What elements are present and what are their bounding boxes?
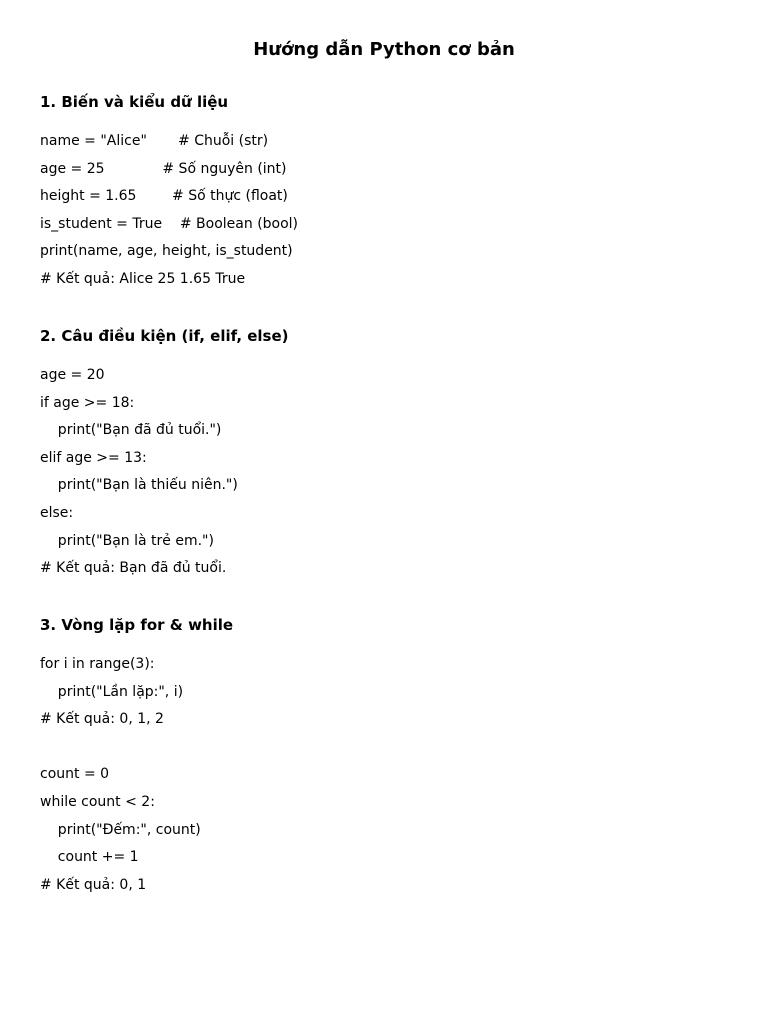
code-line: print("Bạn là thiếu niên.") [40, 477, 238, 494]
code-line: for i in range(3): [40, 656, 155, 672]
code-line: print("Bạn là trẻ em.") [40, 532, 214, 549]
code-line: # Kết quả: 0, 1, 2 [40, 711, 164, 728]
code-line: while count < 2: [40, 793, 155, 810]
code-line: elif age >= 13: [40, 449, 147, 466]
code-line: print("Lần lặp:", i) [40, 683, 184, 700]
code-line: print("Bạn đã đủ tuổi.") [40, 422, 222, 439]
blank-line [40, 734, 740, 762]
code-line: print(name, age, height, is_student) [40, 243, 293, 260]
code-line: count = 0 [40, 766, 110, 783]
code-line: if age >= 18: [40, 394, 135, 411]
code-line: # Kết quả: 0, 1 [40, 876, 147, 893]
code-line: age = 20 [40, 367, 105, 383]
code-line: height = 1.65 # Số thực (float) [40, 188, 288, 205]
code-line: is_student = True # Boolean (bool) [40, 215, 299, 232]
code-line: count += 1 [40, 849, 139, 866]
section-heading: 3. Vòng lặp for & while [40, 616, 234, 634]
section-variables [40, 92, 740, 294]
code-line: print("Đếm:", count) [40, 821, 201, 838]
section-heading: 1. Biến và kiểu dữ liệu [40, 93, 229, 111]
code-line: age = 25 # Số nguyên (int) [40, 160, 287, 177]
section-heading: 2. Câu điều kiện (if, elif, else) [40, 327, 289, 345]
code-line: else: [40, 504, 74, 521]
document-title: Hướng dẫn Python cơ bản [253, 39, 515, 60]
code-line: name = "Alice" # Chuỗi (str) [40, 133, 269, 149]
section-conditionals [40, 326, 740, 583]
section-loops [40, 615, 740, 899]
code-line: # Kết quả: Alice 25 1.65 True [40, 270, 246, 287]
code-line: # Kết quả: Bạn đã đủ tuổi. [40, 560, 227, 577]
